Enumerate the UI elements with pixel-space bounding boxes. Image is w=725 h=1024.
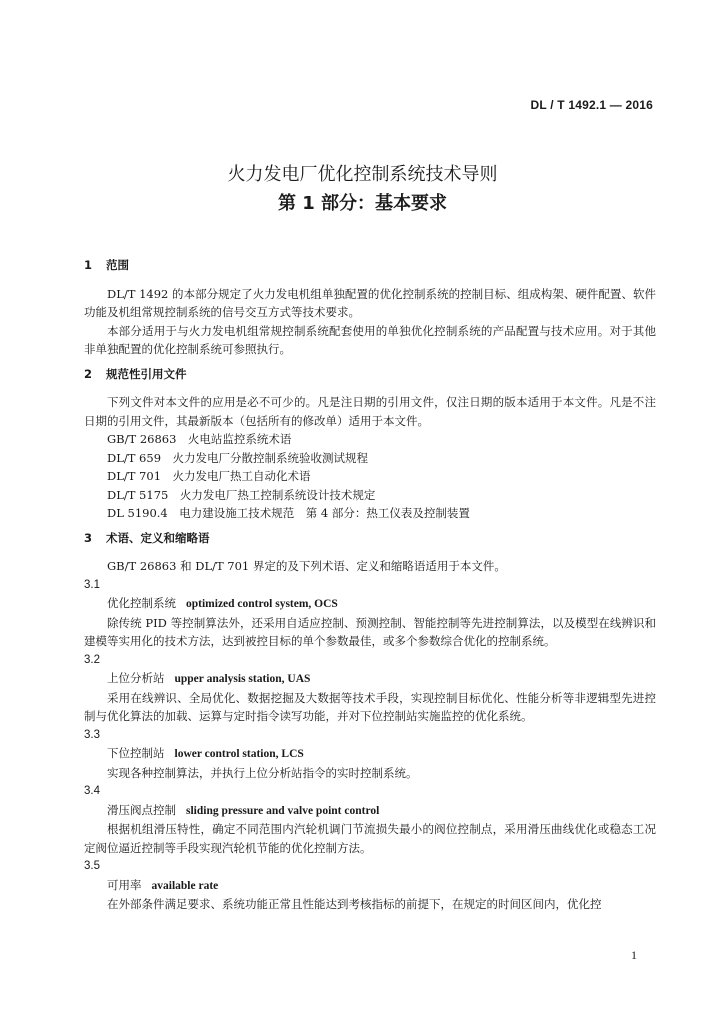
term-definition: 除传统 PID 等控制算法外，还采用自适应控制、预测控制、智能控制等先进控制算法，以及模型在线辨识和建模等实用化的技术方法，达到被控目标的单个参数最佳，或多个参数综合优化的控制系统。 xyxy=(84,615,656,648)
term-definition: 在外部条件满足要求、系统功能正常且性能达到考核指标的前提下，在规定的时间区间内，优化控 xyxy=(107,897,602,911)
term-zh: 优化控制系统 xyxy=(107,596,176,610)
term-heading xyxy=(84,744,656,764)
section-heading xyxy=(84,256,656,275)
reference-item: DL 5190.4 电力建设施工技术规范 第 4 部分：热工仪表及控制装置 xyxy=(107,506,470,520)
term-number: 3.2 xyxy=(84,653,100,666)
paragraph: 下列文件对本文件的应用是必不可少的。凡是注日期的引用文件，仅注日期的版本适用于本文件。凡是不注日期的引用文件，其最新版本（包括所有的修改单）适用于本文件。 xyxy=(84,395,656,428)
reference-item: DL/T 659 火力发电厂分散控制系统验收测试规程 xyxy=(107,450,369,465)
reference-item: DL/T 5175 火力发电厂热工控制系统设计技术规定 xyxy=(107,487,376,502)
section-number: 2 xyxy=(84,366,93,381)
term-heading xyxy=(84,876,656,896)
standard-code: DL / T 1492.1 — 2016 xyxy=(530,98,653,112)
term-definition: 采用在线辨识、全局优化、数据挖掘及大数据等技术手段，实现控制目标优化、性能分析等非逻辑型先进控制与优化算法的加载、运算与定时指令读写功能，并对下位控制站实施监控的优化系统。 xyxy=(84,690,656,723)
reference-item: DL/T 701 火力发电厂热工自动化术语 xyxy=(107,469,311,483)
section-title: 范围 xyxy=(106,258,129,272)
document-subtitle: 第 1 部分：基本要求 xyxy=(277,193,448,214)
section-title: 规范性引用文件 xyxy=(106,366,187,381)
page-number: 1 xyxy=(631,948,637,962)
reference-item: GB/T 26863 火电站监控系统术语 xyxy=(107,432,292,446)
section-heading xyxy=(84,529,656,548)
term-number: 3.5 xyxy=(84,860,100,872)
paragraph: DL/T 1492 的本部分规定了火力发电机组单独配置的优化控制系统的控制目标、组成构架、硬件配置、软件功能及机组常规控制系统的信号交互方式等技术要求。 xyxy=(84,286,656,319)
term-zh: 下位控制站 xyxy=(107,746,165,760)
term-heading xyxy=(84,594,656,614)
term-definition: 根据机组滑压特性，确定不同范围内汽轮机调门节流损失最小的阀位控制点，采用滑压曲线优化或稳态工况定阀位逼近控制等手段实现汽轮机节能的优化控制方法。 xyxy=(84,822,656,855)
section-heading xyxy=(84,365,656,384)
term-number: 3.1 xyxy=(84,578,100,591)
term-en: available rate xyxy=(151,879,219,892)
term-zh: 滑压阀点控制 xyxy=(107,802,176,817)
term-definition: 实现各种控制算法，并执行上位分析站指令的实时控制系统。 xyxy=(107,765,418,780)
term-heading xyxy=(84,801,656,821)
term-en: upper analysis station, UAS xyxy=(174,673,311,685)
section-title: 术语、定义和缩略语 xyxy=(106,530,210,545)
term-en: sliding pressure and valve point control xyxy=(186,804,380,817)
section-number: 3 xyxy=(84,530,93,545)
document-body xyxy=(84,256,656,914)
section-number: 1 xyxy=(84,258,93,272)
term-en: lower control station, LCS xyxy=(174,748,304,760)
paragraph: GB/T 26863 和 DL/T 701 界定的及下列术语、定义和缩略语适用于本文件。 xyxy=(107,559,506,573)
term-number: 3.3 xyxy=(84,728,100,741)
term-zh: 上位分析站 xyxy=(107,671,165,685)
term-en: optimized control system, OCS xyxy=(186,598,338,610)
term-zh: 可用率 xyxy=(107,877,142,892)
document-title: 火力发电厂优化控制系统技术导则 xyxy=(227,164,498,185)
term-number: 3.4 xyxy=(84,785,100,797)
paragraph: 本部分适用于与火力发电机组常规控制系统配套使用的单独优化控制系统的产品配置与技术应用。对于其他非单独配置的优化控制系统可参照执行。 xyxy=(84,323,656,356)
term-heading xyxy=(84,669,656,689)
